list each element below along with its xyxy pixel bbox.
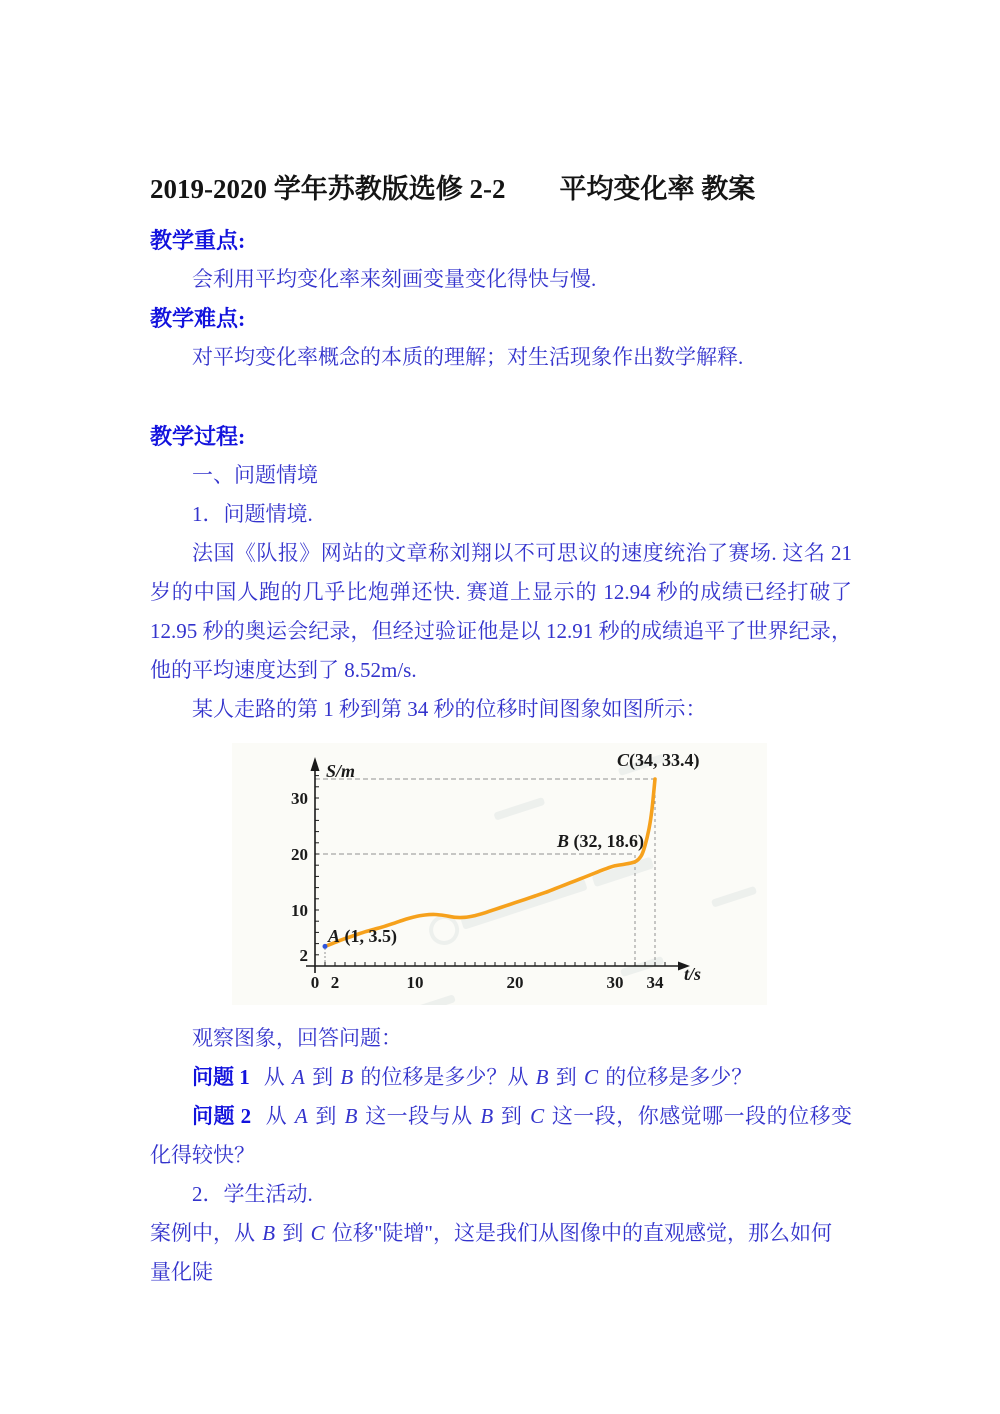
x-tick-label: 2 [330,973,340,992]
math-var: A [292,1065,305,1089]
math-var: C [583,1065,598,1089]
y-axis-label: S/m [326,761,356,781]
text-segment: 案例中，从 [150,1221,261,1245]
math-var: A [294,1104,308,1128]
question-1-text [264,1065,753,1089]
text-segment: 的位移是多少？ [600,1065,753,1089]
text-segment: 到 [550,1065,582,1089]
displacement-time-chart [232,743,767,1005]
y-axis-arrow-icon [311,757,320,771]
text-segment: 位移"陡增"，这是我们从图像中的直观感觉，那么如何量化陡 [150,1221,832,1284]
math-var: B [262,1221,276,1245]
story-paragraph: 法国《队报》网站的文章称刘翔以不可思议的速度统治了赛场. 这名 21 岁的中国人跑的几乎比炮弹还快. 赛道上显示的 12.94 秒的成绩已经打破了 12.95 秒的奥运会纪录，但经过验证他是以 12.91 秒的成绩追平了世界纪录，他的平均速度达到了 8.52m/s. [150,541,852,682]
heading-difficulties: 教学难点: [150,306,246,331]
point-label-B: B (32, 18.6) [556,831,644,851]
question-2-text [150,1104,852,1167]
y-tick-label: 30 [291,789,308,808]
text-segment: 的位移是多少？从 [355,1065,534,1089]
text-segment: 从 [263,1065,290,1089]
section-1-title: 一、问题情境 [192,463,318,487]
point-label-C: C(34, 33.4) [617,750,700,770]
case-paragraph [150,1214,852,1292]
text-segment: 到 [306,1065,339,1089]
question-1-label: 问题 1 [192,1065,250,1089]
subsection-2-title: 2．学生活动. [192,1182,313,1206]
x-tick-label: 20 [506,973,524,992]
text-segment: 到 [277,1221,309,1245]
y-tick-label: 2 [299,945,308,965]
point-label-A: A (1, 3.5) [328,926,398,946]
heading-process: 教学过程: [150,424,246,449]
text-segment: 到 [495,1104,529,1128]
text-segment: 这一段，你感觉哪一段的位移变化得较快？ [150,1104,853,1167]
x-tick-label: 30 [606,973,624,992]
case-text [150,1221,832,1284]
x-tick-label: 0 [310,973,320,992]
y-tick-label: 20 [291,845,308,864]
text-segment: 到 [309,1104,343,1128]
question-1 [150,1058,852,1097]
math-var: B [344,1104,358,1128]
math-var: B [480,1104,494,1128]
question-2 [150,1097,852,1175]
question-2-label: 问题 2 [192,1104,252,1128]
subsection-1-title: 1．问题情境. [192,502,313,526]
displacement-time-figure [232,743,767,1005]
key-points-text: 会利用平均变化率来刻画变量变化得快与慢. [192,267,597,291]
text-segment: 这一段与从 [359,1104,479,1128]
chart-caption: 某人走路的第 1 秒到第 34 秒的位移时间图象如图所示： [192,697,707,721]
x-tick-label: 10 [406,973,424,992]
math-var: B [535,1065,549,1089]
text-segment: 从 [265,1104,293,1128]
math-var: B [340,1065,354,1089]
x-tick-label: 34 [646,973,664,992]
x-axis-label: t/s [684,964,702,984]
heading-key-points: 教学重点: [150,228,246,253]
y-tick-label: 10 [291,901,308,920]
difficulties-text: 对平均变化率概念的本质的理解；对生活现象作出数学解释. [192,345,744,369]
document-title: 2019-2020 学年苏教版选修 2-2 平均变化率 教案 [150,174,756,204]
math-var: C [310,1221,325,1245]
observe-text: 观察图象，回答问题： [192,1026,402,1050]
point-A-dot [323,944,328,949]
math-var: C [530,1104,545,1128]
